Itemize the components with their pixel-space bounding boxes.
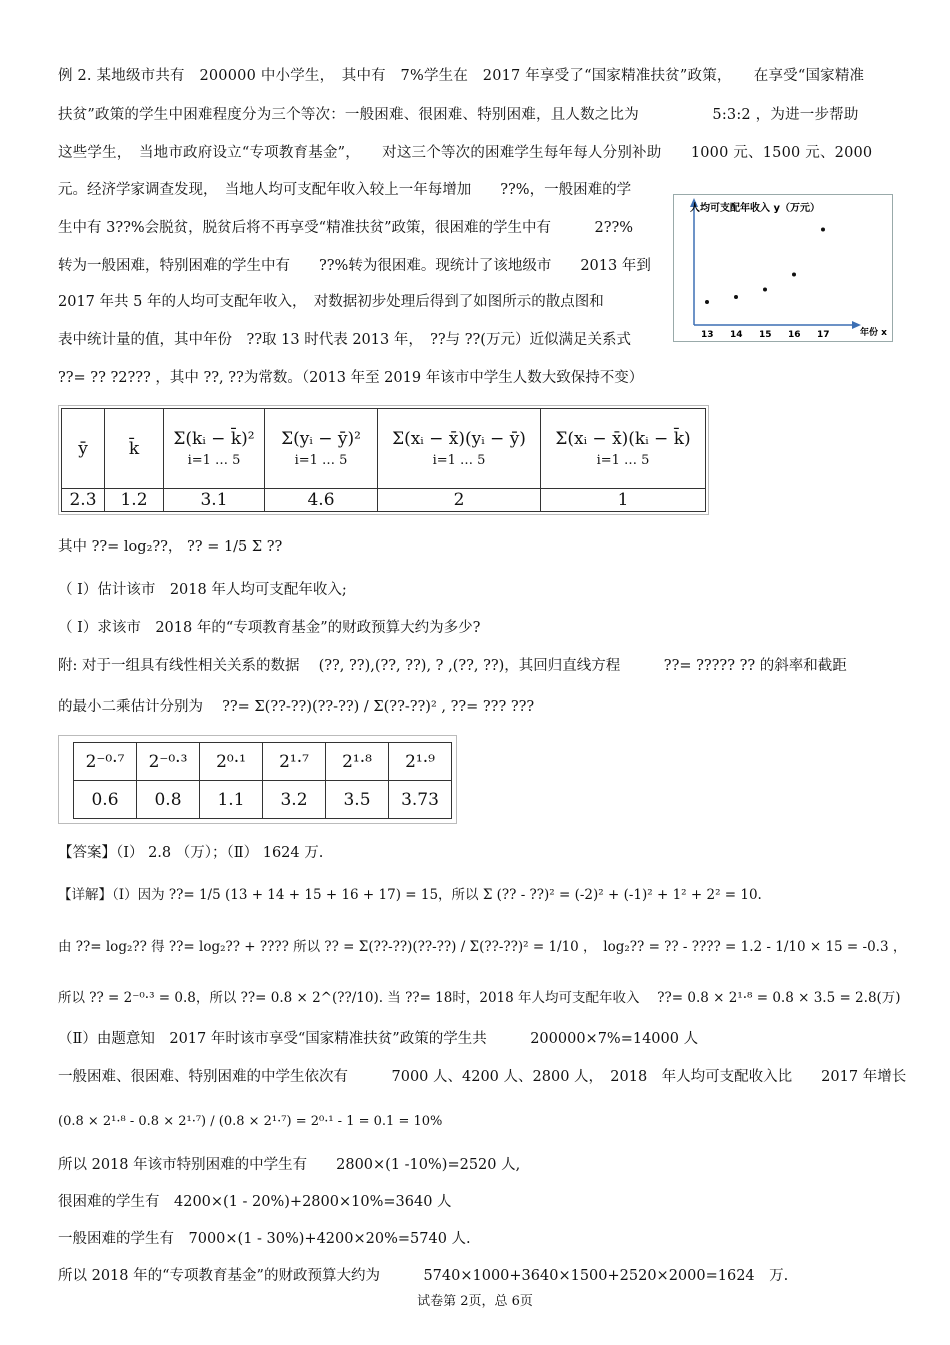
stats-header-sum-k: Σ(kᵢ − k̄)² i=1 … 5	[164, 409, 265, 489]
problem-line-8: 表中统计量的值，其中年份 ??取 13 时代表 2013 年， ??与 ??(万元）近似满足关系式	[58, 332, 631, 348]
scatter-point	[763, 288, 767, 292]
stats-header-kbar: k̄	[105, 409, 164, 489]
problem-line-3: 这些学生， 当地市政府设立“专项教育基金”， 对这三个等次的困难学生每年每人分别补助 1000 元、1500 元、2000	[58, 145, 873, 161]
stats-table-frame	[58, 405, 709, 515]
problem-line-9: ??= ?? ?2??? ，其中 ??, ??为常数。（2013 年至 2019 年该市中学生人数大致保持不变）	[58, 370, 644, 386]
scatter-point	[792, 273, 796, 277]
page-footer: 试卷第 2页，总 6页	[417, 1294, 533, 1309]
scatter-point	[705, 300, 709, 304]
stats-value: 1	[541, 489, 706, 512]
stats-value: 2	[378, 489, 541, 512]
solution-line-4: （Ⅱ）由题意知 2017 年时该市享受“国家精准扶贫”政策的学生共 200000×7%=14000 人	[58, 1031, 699, 1047]
solution-line-7: 所以 2018 年该市特别困难的中学生有 2800×(1 -10%)=2520 人,	[58, 1157, 521, 1173]
solution-line-3: 所以 ?? = 2⁻⁰·³ = 0.8，所以 ??= 0.8 × 2^(??/10). 当 ??= 18时，2018 年人均可支配年收入 ??= 0.8 × 2¹·⁸ = 0.8 × 3.5 = 2.8(万)	[58, 990, 901, 1006]
problem-line-2: 扶贫”政策的学生中困难程度分为三个等次：一般困难、很困难、特别困难，且人数之比为 5:3:2 ，为进一步帮助	[58, 107, 859, 123]
power-base: 2¹·⁸	[326, 743, 389, 781]
scatter-figure	[673, 194, 893, 342]
stats-header-ybar: ȳ	[62, 409, 105, 489]
stats-header-sum-y: Σ(yᵢ − ȳ)² i=1 … 5	[265, 409, 378, 489]
solution-line-2: 由 ??= log₂?? 得 ??= log₂?? + ???? 所以 ?? = Σ(??-??)(??-??) / Σ(??-??)² = 1/10 ， log₂?? = ?? - ???? = 1.2 - 1/10 × 15 = -0.3 ，	[58, 939, 907, 955]
scatter-x-tick: 17	[817, 330, 830, 340]
scatter-x-tick: 13	[701, 330, 714, 340]
power-base: 2⁻⁰·³	[137, 743, 200, 781]
appendix-line-2: 的最小二乘估计分别为 ??= Σ(??-??)(??-??) / Σ(??-??)² , ??= ??? ???	[58, 699, 535, 715]
question-1: （ Ⅰ）估计该市 2018 年人均可支配年收入;	[58, 582, 347, 598]
solution-line-1: 【详解】（Ⅰ）因为 ??= 1/5 (13 + 14 + 15 + 16 + 17) = 15，所以 Σ (?? - ??)² = (-2)² + (-1)² + 1² + 2² = 10.	[58, 887, 762, 903]
stats-table	[61, 408, 706, 512]
power-table	[73, 742, 452, 819]
stats-value: 1.2	[105, 489, 164, 512]
solution-line-8: 很困难的学生有 4200×(1 - 20%)+2800×10%=3640 人	[58, 1194, 452, 1210]
scatter-x-label: 年份 x	[860, 328, 887, 338]
solution-line-10: 所以 2018 年的“专项教育基金”的财政预算大约为 5740×1000+3640×1500+2520×2000=1624 万.	[58, 1268, 789, 1284]
appendix-line-1: 附: 对于一组具有线性相关关系的数据 (??, ??),(??, ??), ? ,(??, ??)，其回归直线方程 ??= ????? ?? 的斜率和截距	[58, 658, 847, 674]
power-base: 2¹·⁷	[263, 743, 326, 781]
power-value: 3.5	[326, 781, 389, 819]
power-value: 0.6	[74, 781, 137, 819]
problem-line-6: 转为一般困难，特别困难的学生中有 ??%转为很困难。现统计了该地级市 2013 年到	[58, 258, 651, 274]
power-value: 1.1	[200, 781, 263, 819]
solution-line-5: 一般困难、很困难、特别困难的中学生依次有 7000 人、4200 人、2800 人， 2018 年人均可支配收入比 2017 年增长	[58, 1069, 907, 1085]
stats-header-sum-xy: Σ(xᵢ − x̄)(yᵢ − ȳ) i=1 … 5	[378, 409, 541, 489]
power-table-frame	[58, 735, 457, 824]
problem-line-1: 例 2. 某地级市共有 200000 中小学生， 其中有 7%学生在 2017 年享受了“国家精准扶贫”政策， 在享受“国家精准	[58, 68, 865, 84]
stats-value: 2.3	[62, 489, 105, 512]
power-base: 2⁰·¹	[200, 743, 263, 781]
answer-line: 【答案】（Ⅰ） 2.8 （万）；（Ⅱ） 1624 万.	[58, 845, 324, 861]
problem-line-7: 2017 年共 5 年的人均可支配年收入， 对数据初步处理后得到了如图所示的散点图和	[58, 294, 604, 310]
scatter-x-tick: 14	[730, 330, 743, 340]
power-value: 3.73	[389, 781, 452, 819]
power-value: 0.8	[137, 781, 200, 819]
definitions-line: 其中 ??= log₂??， ?? = 1/5 Σ ??	[58, 539, 283, 555]
scatter-point	[821, 228, 825, 232]
scatter-point	[734, 295, 738, 299]
stats-value: 4.6	[265, 489, 378, 512]
power-base: 2¹·⁹	[389, 743, 452, 781]
stats-header-sum-xk: Σ(xᵢ − x̄)(kᵢ − k̄) i=1 … 5	[541, 409, 706, 489]
solution-line-6: (0.8 × 2¹·⁸ - 0.8 × 2¹·⁷) / (0.8 × 2¹·⁷) = 2⁰·¹ - 1 = 0.1 = 10%	[58, 1114, 443, 1129]
stats-value: 3.1	[164, 489, 265, 512]
power-value: 3.2	[263, 781, 326, 819]
scatter-plot	[674, 195, 892, 341]
scatter-title: 人均可支配年收入 y（万元）	[690, 203, 820, 214]
problem-line-5: 生中有 3??%会脱贫，脱贫后将不再享受“精准扶贫”政策，很困难的学生中有 2??%	[58, 220, 634, 236]
power-base: 2⁻⁰·⁷	[74, 743, 137, 781]
question-2: （ Ⅰ）求该市 2018 年的“专项教育基金”的财政预算大约为多少?	[58, 620, 481, 636]
problem-line-4: 元。经济学家调查发现， 当地人均可支配年收入较上一年每增加 ??%，一般困难的学	[58, 182, 632, 198]
scatter-x-tick: 16	[788, 330, 801, 340]
scatter-x-tick: 15	[759, 330, 772, 340]
solution-line-9: 一般困难的学生有 7000×(1 - 30%)+4200×20%=5740 人.	[58, 1231, 471, 1247]
